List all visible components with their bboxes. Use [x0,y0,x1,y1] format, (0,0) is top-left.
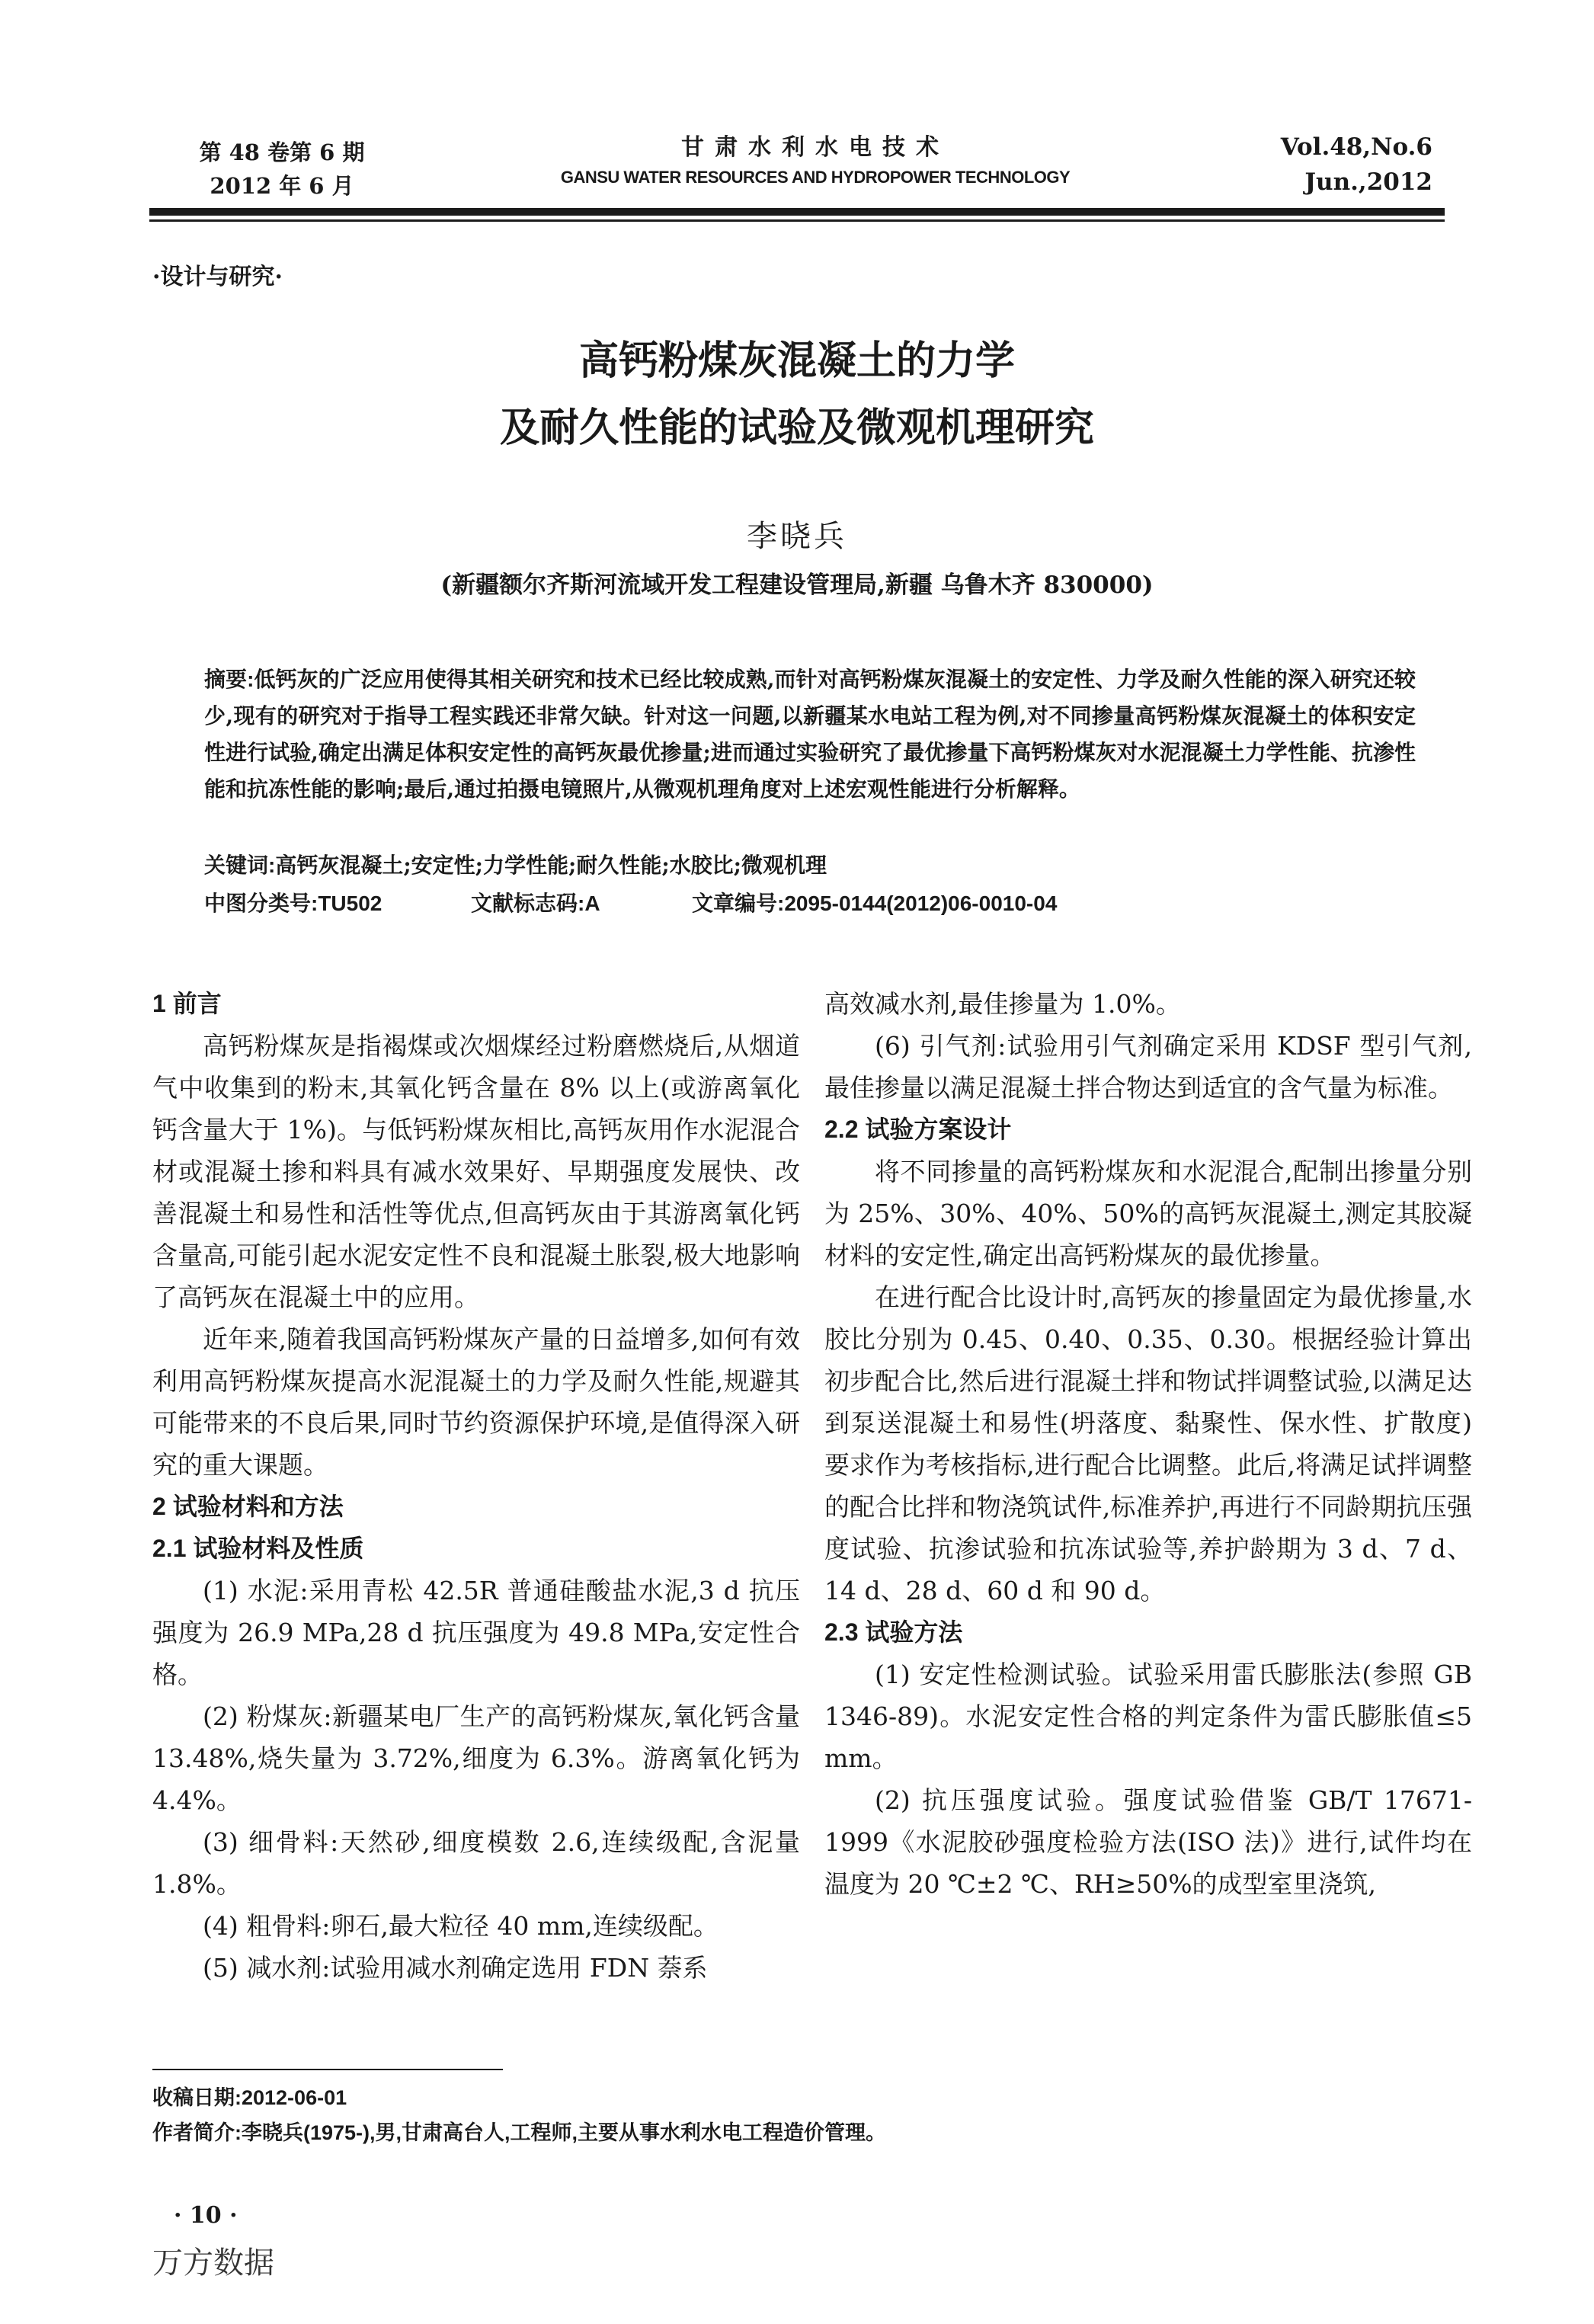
body-paragraph: 高钙粉煤灰是指褐煤或次烟煤经过粉磨燃烧后,从烟道气中收集到的粉末,其氧化钙含量在 8% 以上(或游离氧化钙含量大于 1%)。与低钙粉煤灰相比,高钙灰用作水泥混合材或混凝土掺和料具有减水效果好、早期强度发展快、改善混凝土和易性和活性等优点,但高钙灰由于其游离氧化钙含量高,可能引起水泥安定性不良和混凝土胀裂,极大地影响了高钙灰在混凝土中的应用。 [152,1031,800,1312]
section-heading: 1 前言 [152,990,222,1017]
keywords-label: 关键词: [204,853,276,877]
section-heading: 2.1 试验材料及性质 [152,1535,364,1562]
volume-issue-en: Vol.48,No.6 [1280,133,1432,161]
body-paragraph: (1) 水泥:采用青松 42.5R 普通硅酸盐水泥,3 d 抗压强度为 26.9 MPa,28 d 抗压强度为 49.8 MPa,安定性合格。 [152,1576,800,1689]
journal-name-cn: 甘肃水利水电技术 [681,134,949,161]
body-column-right [824,983,1472,1905]
paper-title-line-1: 高钙粉煤灰混凝土的力学 [578,338,1015,384]
section-heading: 2.2 试验方案设计 [824,1116,1012,1143]
author-bio: 作者简介:李晓兵(1975-),男,甘肃高台人,工程师,主要从事水利水电工程造价管理。 [152,2121,887,2144]
paper-title-line-2: 及耐久性能的试验及微观机理研究 [499,405,1094,451]
journal-name [488,131,1143,190]
journal-volume-info [183,136,381,203]
body-paragraph: 高效减水剂,最佳掺量为 1.0%。 [824,989,1181,1019]
header-rule-thick [149,208,1445,216]
abstract-text: 低钙灰的广泛应用使得其相关研究和技术已经比较成熟,而针对高钙粉煤灰混凝土的安定性、力学及耐久性能的深入研究还较少,现有的研究对于指导工程实践还非常欠缺。针对这一问题,以新疆某水电站工程为例,对不同掺量高钙粉煤灰混凝土的体积安定性进行试验,确定出满足体积安定性的高钙灰最优掺量;进而通过实验研究了最优掺量下高钙粉煤灰对水泥混凝土力学性能、抗渗性能和抗冻性能的影响;最后,通过拍摄电镜照片,从微观机理角度对上述宏观性能进行分析解释。 [204,667,1416,802]
section-heading: 2.3 试验方法 [824,1618,963,1646]
author-affiliation: (新疆额尔齐斯河流域开发工程建设管理局,新疆 乌鲁木齐 830000) [440,571,1154,599]
article-number: 文章编号:2095-0144(2012)06-0010-04 [692,892,1058,915]
keywords [204,847,1416,884]
body-paragraph: (6) 引气剂:试验用引气剂确定采用 KDSF 型引气剂,最佳掺量以满足混凝土拌合物达到适宜的含气量为标准。 [824,1031,1472,1103]
author-name: 李晓兵 [747,519,847,554]
body-paragraph: (4) 粗骨料:卵石,最大粒径 40 mm,连续级配。 [203,1911,719,1941]
abstract [204,661,1416,808]
watermark: 万方数据 [152,2246,274,2281]
body-paragraph: (3) 细骨料:天然砂,细度模数 2.6,连续级配,含泥量 1.8%。 [152,1827,800,1899]
body-column-left [152,983,800,1989]
body-paragraph: 在进行配合比设计时,高钙灰的掺量固定为最优掺量,水胶比分别为 0.45、0.40、0.35、0.30。根据经验计算出初步配合比,然后进行混凝土拌和物试拌调整试验,以满足达到泵送混凝土和易性(坍落度、黏聚性、保水性、扩散度)要求作为考核指标,进行配合比调整。此后,将满足试拌调整的配合比拌和物浇筑试件,标准养护,再进行不同龄期抗压强度试验、抗渗试验和抗冻试验等,养护龄期为 3 d、7 d、14 d、28 d、60 d 和 90 d。 [824,1282,1472,1605]
received-date: 收稿日期:2012-06-01 [152,2086,347,2109]
issue-date-en: Jun.,2012 [1304,168,1432,196]
body-paragraph: 将不同掺量的高钙粉煤灰和水泥混合,配制出掺量分别为 25%、30%、40%、50%的高钙灰混凝土,测定其胶凝材料的安定性,确定出高钙粉煤灰的最优掺量。 [824,1157,1472,1270]
journal-volume-info-en [1265,130,1432,200]
body-paragraph: (2) 抗压强度试验。强度试验借鉴 GB/T 17671-1999《水泥胶砂强度检验方法(ISO 法)》进行,试件均在温度为 20 ℃±2 ℃、RH≥50%的成型室里浇筑, [824,1785,1472,1899]
section-tag: ·设计与研究· [152,264,283,290]
abstract-label: 摘要: [204,667,254,691]
document-code: 文献标志码:A [471,892,600,915]
body-paragraph: 近年来,随着我国高钙粉煤灰产量的日益增多,如何有效利用高钙粉煤灰提高水泥混凝土的力学及耐久性能,规避其可能带来的不良后果,同时节约资源保护环境,是值得深入研究的重大课题。 [152,1324,800,1480]
section-heading: 2 试验材料和方法 [152,1493,344,1520]
volume-issue: 第 48 卷第 6 期 [199,139,365,165]
page-number: · 10 · [174,2202,238,2229]
body-paragraph: (5) 减水剂:试验用减水剂确定选用 FDN 萘系 [203,1953,708,1983]
issue-date: 2012 年 6 月 [210,173,354,199]
body-paragraph: (1) 安定性检测试验。试验采用雷氏膨胀法(参照 GB 1346-89)。水泥安定性合格的判定条件为雷氏膨胀值≤5 mm。 [824,1660,1472,1773]
journal-name-en: GANSU WATER RESOURCES AND HYDROPOWER TECHNOLOGY [560,168,1071,187]
header-rule-thin [149,219,1445,222]
body-paragraph: (2) 粉煤灰:新疆某电厂生产的高钙粉煤灰,氧化钙含量 13.48%,烧失量为 3.72%,细度为 6.3%。游离氧化钙为 4.4%。 [152,1701,800,1815]
footnote-rule [152,2069,503,2070]
clc-number: 中图分类号:TU502 [204,892,382,915]
keywords-text: 高钙灰混凝土;安定性;力学性能;耐久性能;水胶比;微观机理 [275,853,827,878]
